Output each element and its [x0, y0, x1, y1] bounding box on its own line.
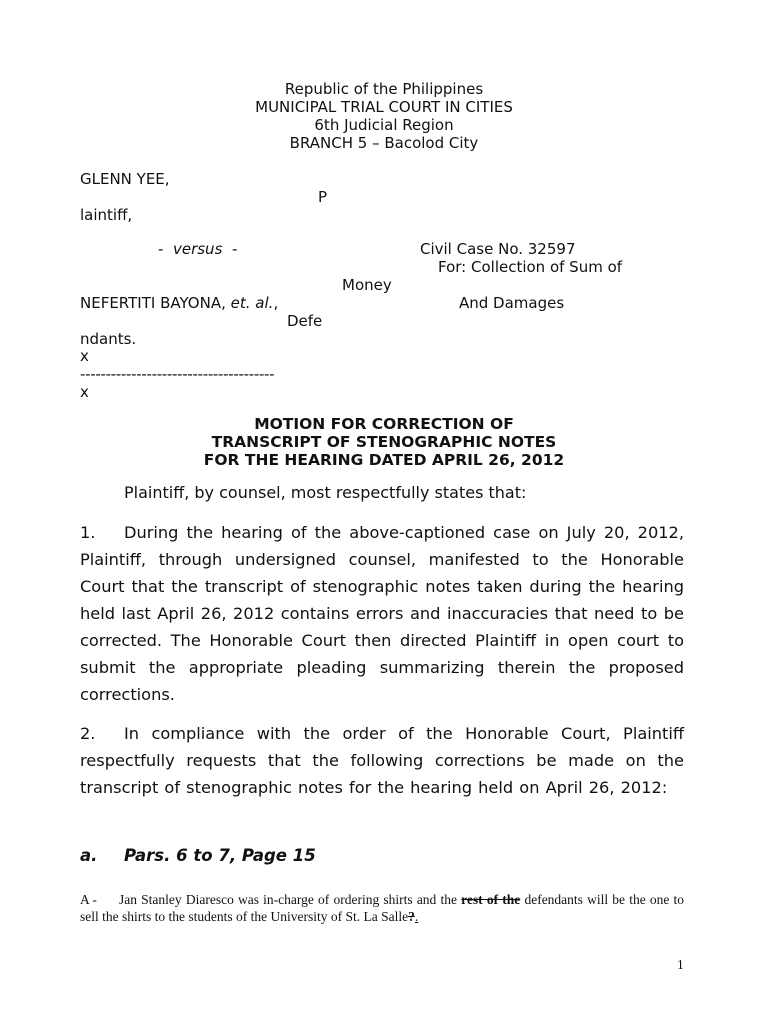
paragraph-1-text: During the hearing of the above-captioned case on July 20, 2012, Plaintiff, through undersigned counsel, manifested to the Honorable Court that the transcript of stenographic notes taken during the hearing held last April 26, 2012 contains errors and inaccuracies that need to be corrected. The Honorable Court then directed Plaintiff in open court to submit the appropriate pleading summarizing therein the proposed corrections. [80, 523, 684, 704]
sub-item-letter: a. [80, 846, 98, 865]
separator-x-top: x [80, 347, 89, 365]
excerpt-text-before: Jan Stanley Diaresco was in-charge of ordering shirts and the [119, 892, 457, 907]
case-nature-line2: Money [342, 276, 392, 294]
page-number: 1 [677, 957, 684, 972]
excerpt-inserted-period: . [414, 909, 419, 924]
court-header-court: MUNICIPAL TRIAL COURT IN CITIES [255, 98, 513, 116]
paragraph-2-text: In compliance with the order of the Honorable Court, Plaintiff respectfully requests that the following corrections be made on the transcript of stenographic notes for the hearing held on April 26, 2012: [80, 724, 684, 797]
separator-dashes: -------------------------------------- [80, 365, 275, 383]
excerpt-text-after: defendants will be the one to sell the shirts to the students of the University of St. La Salle [80, 892, 685, 924]
separator-x-bottom: x [80, 383, 89, 401]
motion-title-line3: FOR THE HEARING DATED APRIL 26, 2012 [203, 451, 565, 469]
case-nature-line1: For: Collection of Sum of [438, 258, 623, 276]
paragraph-2-number: 2. [80, 724, 96, 743]
defendant-etal: et. al. [230, 294, 274, 312]
court-header-branch: BRANCH 5 – Bacolod City [289, 134, 479, 152]
versus-line [158, 240, 237, 258]
court-header-republic: Republic of the Philippines [284, 80, 484, 98]
defendant-line [80, 294, 278, 312]
case-nature-line3: And Damages [459, 294, 565, 312]
defendant-label-part2: ndants. [80, 330, 137, 348]
paragraph-1-number: 1. [80, 523, 96, 542]
plaintiff-name: GLENN YEE, [80, 170, 170, 188]
case-number: Civil Case No. 32597 [420, 240, 576, 258]
sub-item-title: Pars. 6 to 7, Page 15 [124, 846, 316, 865]
defendant-label-part1: Defe [287, 312, 323, 330]
intro-paragraph: Plaintiff, by counsel, most respectfully states that: [124, 483, 527, 502]
motion-title-line1: MOTION FOR CORRECTION OF [254, 415, 514, 433]
plaintiff-label-part1: P [318, 188, 328, 206]
paragraph-1 [80, 519, 684, 708]
defendant-name: NEFERTITI BAYONA, [80, 294, 226, 312]
plaintiff-label-part2: laintiff, [80, 206, 133, 224]
versus-dash-right: - [231, 240, 238, 258]
court-header-region: 6th Judicial Region [314, 116, 454, 134]
sub-item-heading [80, 846, 316, 866]
transcript-excerpt [80, 891, 684, 925]
versus-dash-left: - [158, 240, 164, 258]
paragraph-2 [80, 720, 684, 801]
motion-title-line2: TRANSCRIPT OF STENOGRAPHIC NOTES [211, 433, 557, 451]
excerpt-label: A - [80, 892, 97, 907]
defendant-comma: , [273, 294, 279, 312]
versus-word: versus [172, 240, 223, 258]
excerpt-struck-text: rest of the [461, 892, 521, 907]
excerpt-struck-question: ? [408, 909, 415, 924]
